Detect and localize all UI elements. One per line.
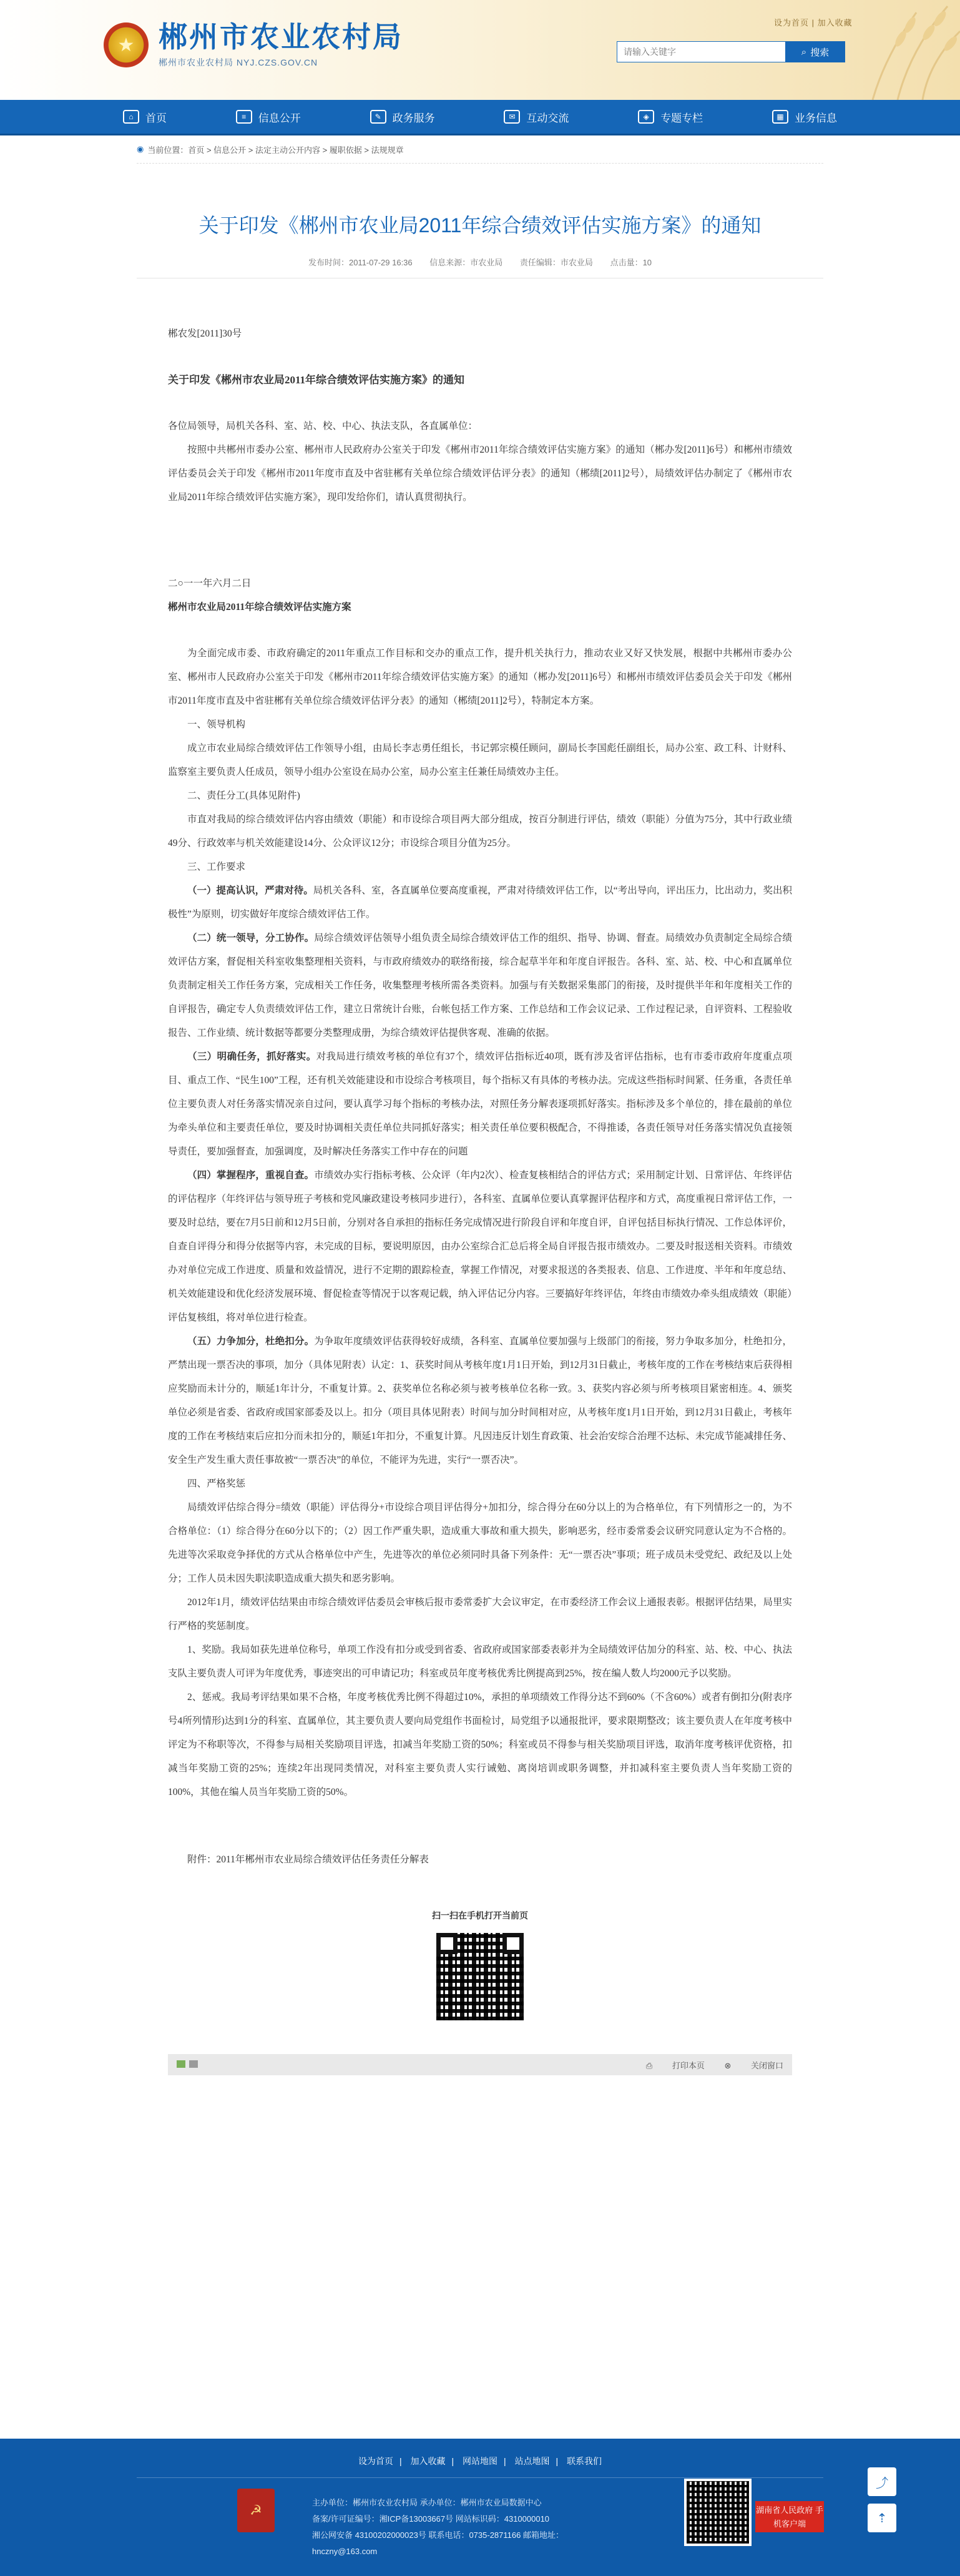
article-meta	[137, 256, 823, 278]
requirement-text: 局综合绩效评估领导小组负责全局综合绩效评估工作的组织、指导、协调、督查。局绩效办负责制定全局综合绩效评估方案，督促相关科室收集整理相关资料，与市政府绩效办的联络衔接，综合起草半年和年度自评报告。各科、室、站、校、中心和直属单位负责制定相关工作任务方案，完成相关工作任务，收集整理考核所需各类资料。加强与有关数据采集部门的衔接，及时提供半年和年度相关工作的自评报告，确定专人负责绩效评估工作，建立日常统计台账，台帐包括工作方案、工作总结和工作会议记录、工作过程记录，自评资料、工程验收报告、工作业绩、统计数据等都要分类整理成册，为综合绩效评估提供客观、准确的依据。	[168, 933, 792, 1038]
site-title: 郴州市农业农村局	[159, 21, 403, 53]
qr-share	[137, 1909, 823, 2023]
grid-icon: ▦	[772, 110, 788, 124]
requirement-item	[168, 1045, 792, 1164]
paragraph: 2、惩戒。我局考评结果如果不合格，年度考核优秀比例不得超过10%，承担的单项绩效工作得分达不到60%（不含60%）或者有倒扣分(附表序号4所列情形)达到1分的科室、直属单位，其主要负责人要向局党组作书面检讨，局党组予以通报批评，要求限期整改；该主要负责人在年度考核中评定为不称职等次，不得参与局相关奖励项目评选，扣减当年奖励工资的50%；科室或员不得参与相关奖励项目评选，取消年度考核评优资格，扣减当年奖励工资的25%；连续2年出现同类情况，对科室主要负责人实行诫勉、离岗培训或职务调整，并扣减科室主要负责人当年奖励工资的100%，其他在编人员当年奖励工资的50%。	[168, 1692, 792, 1797]
nav-item-label: 首页	[145, 112, 167, 124]
site-logo[interactable]	[104, 21, 403, 69]
article-title: 关于印发《郴州市农业局2011年综合绩效评估实施方案》的通知	[198, 214, 762, 237]
footer-line: 湘公网安备 43100202000023号 联系电话：0735-2871166 邮箱地址：	[312, 2530, 564, 2540]
nav-item-label: 专题专栏	[660, 112, 703, 124]
share-icon[interactable]	[189, 2060, 198, 2068]
requirement-item	[168, 879, 792, 927]
paragraph: 为全面完成市委、市政府确定的2011年重点工作目标和交办的重点工作，提升机关执行力，推动农业又好又快发展，根据中共郴州市委办公室、郴州市人民政府办公室关于印发《郴州市2011年综合绩效评估实施方案》的通知（郴办发[2011]6号）和郴州市绩效评估委员会关于印发《郴州市2011年度市直及中省驻郴有关单位综合绩效评估评分表》的通知（郴绩[2011]2号），特制定本方案。	[168, 648, 792, 706]
paragraph: 2012年1月，绩效评估结果由市综合绩效评估委员会审核后报市委常委扩大会议审定，在市委经济工作会议上通报表彰。根据评估结果，局里实行严格的奖惩制度。	[168, 1597, 792, 1631]
section-heading: 三、工作要求	[187, 862, 246, 872]
nav-item-services[interactable]	[359, 100, 446, 134]
requirement-item	[168, 927, 792, 1045]
footer-line: 备案/许可证编号：湘ICP备13003667号 网站标识码：4310000010	[312, 2514, 550, 2524]
requirement-lead: （五）力争加分，杜绝扣分。	[187, 1336, 315, 1347]
back-to-top-icon[interactable]: ⇡	[868, 2504, 896, 2532]
breadcrumb-text[interactable]: 当前位置：首页 > 信息公开 > 法定主动公开内容 > 履职依据 > 法规规章	[147, 145, 404, 155]
footer-line: 主办单位：郴州市农业农村局 承办单位：郴州市农业局数据中心	[312, 2498, 542, 2507]
document-icon: ≡	[236, 110, 252, 124]
requirement-item	[168, 1330, 792, 1472]
share-float-icon[interactable]: ⤴	[868, 2467, 896, 2496]
footer-email[interactable]: hnczny@163.com	[312, 2547, 378, 2556]
requirement-lead: （二）统一领导，分工协作。	[187, 933, 315, 943]
nav-item-topics[interactable]	[627, 100, 714, 134]
addressee: 各位局领导，局机关各科、室、站、校、中心、执法支队，各直属单位：	[168, 421, 478, 431]
nav-item-label: 业务信息	[794, 112, 837, 124]
footer-link[interactable]: 联系我们	[567, 2456, 602, 2466]
info-source: 信息来源：市农业局	[429, 258, 503, 267]
section-heading: 四、严格奖惩	[187, 1478, 246, 1489]
paragraph: 局绩效评估综合得分=绩效（职能）评估得分+市设综合项目评估得分+加扣分，综合得分在60分以上的为合格单位，有下列情形之一的，为不合格单位：（1）综合得分在60分以下的；（2）因工作严重失职，造成重大事故和重大损失，影响恶劣，经市委常委会议研究同意认定为不合格的。先进等次采取竞争择优的方式从合格单位中产生，先进等次的单位必须同时具备下列条件：无“一票否决”事项；班子成员未受党纪、政纪及以上处分；工作人员未因失职渎职造成重大损失和恶劣影响。	[168, 1502, 792, 1584]
article-body	[168, 322, 792, 1872]
paragraph: 成立市农业局综合绩效评估工作领导小组，由局长李志勇任组长，书记郭宗模任顾问，副局长李国彪任副组长，局办公室、政工科、计财科、监察室主要负责人任成员，领导小组办公室设在局办公室，局办公室主任兼任局绩效办主任。	[168, 743, 792, 777]
nav-item-home[interactable]	[112, 100, 178, 134]
responsible-editor: 责任编辑：市农业局	[519, 258, 593, 267]
home-icon: ⌂	[123, 110, 139, 124]
requirement-text: 对我局进行绩效考核的单位有37个，绩效评估指标近40项，既有涉及省评估指标，也有市委市政府年度重点项目、重点工作、“民生100”工程，还有机关效能建设和市设综合考核项目，每个指标又有具体的考核办法。完成这些指标时间紧、任务重，各责任单位主要负责人对任务落实情况亲自过问，要认真学习每个指标的考核办法，对照任务分解表逐项抓好落实。指标涉及多个单位的，排在最前的单位为牵头单位和主要责任单位，要及时协调相关责任单位共同抓好落实；相关责任单位要积极配合，不得推诿，各责任领导对任务落实情况负直接领导责任，要加强督查，加强调度，及时解决任务落实工作中存在的问题	[168, 1051, 792, 1157]
requirement-lead: （四）掌握程序，重视自查。	[187, 1170, 315, 1181]
requirement-text: 为争取年度绩效评估获得较好成绩，各科室、直属单位要加强与上级部门的衔接，努力争取多加分，杜绝扣分，严禁出现一票否决的事项，加分（具体见附表）认定：1、获奖时间从考核年度1月1日开始，到12月31日截止，考核年度的工作在考核结束后获得相应奖励而未计分的，顺延1年计分，不重复计算。2、获奖单位名称必须与被考核单位名称一致。3、获奖内容必须与所考核项目紧密相连。4、颁奖单位必须是省委、省政府或国家部委及以上。扣分（项目具体见附表）时间与加分时间相对应，从考核年度1月1日开始，到12月31日截止，考核年度的工作在考核结束后应扣分而未扣分的，顺延1年扣分，不重复计算。凡因违反计划生育政策、社会治安综合治理不达标、未完成节能减排任务、安全生产发生重大责任事故被“一票否决”的单位，不能评为先进，实行“一票否决”。	[168, 1336, 792, 1465]
article	[137, 164, 823, 2075]
pen-icon: ✎	[370, 110, 386, 124]
site-header	[0, 0, 960, 100]
main-nav	[0, 100, 960, 135]
paragraph: 市直对我局的综合绩效评估内容由绩效（职能）和市设综合项目两大部分组成，按百分制进行评估，绩效（职能）分值为75分，其中行政业绩49分、行政效率与机关效能建设14分、公众评议12分；市设综合项目分值为25分。	[168, 814, 792, 848]
footer-qr-code-icon	[684, 2479, 752, 2546]
share-icons[interactable]	[177, 2060, 202, 2070]
qr-caption: 扫一扫在手机打开当前页	[432, 1910, 528, 1920]
document-number: 郴农发[2011]30号	[168, 328, 242, 339]
requirement-item	[168, 1164, 792, 1330]
paragraph: 按照中共郴州市委办公室、郴州市人民政府办公室关于印发《郴州市2011年综合绩效评估实施方案》的通知（郴办发[2011]6号）和郴州市绩效评估委员会关于印发《郴州市2011年度市直及中省驻郴有关单位综合绩效评估评分表》的通知（郴绩[2011]2号），局绩效评估办制定了《郴州市农业局2011年综合绩效评估实施方案》，现印发给你们，请认真贯彻执行。	[168, 445, 792, 503]
article-tools	[168, 2054, 792, 2075]
section-heading: 二、责任分工(具体见附件)	[187, 790, 300, 801]
notice-title: 关于印发《郴州市农业局2011年综合绩效评估实施方案》的通知	[168, 374, 465, 386]
nav-item-business[interactable]	[761, 100, 848, 134]
footer	[0, 2439, 960, 2576]
top-links[interactable]: 设为首页 | 加入收藏	[774, 18, 853, 27]
plan-title: 郴州市农业局2011年综合绩效评估实施方案	[168, 602, 351, 612]
search-button-label: 搜索	[810, 47, 830, 58]
footer-link[interactable]: 站点地图	[514, 2456, 550, 2466]
search-box	[617, 41, 845, 62]
nav-item-label: 互动交流	[526, 112, 569, 124]
requirement-lead: （三）明确任务，抓好落实。	[187, 1051, 316, 1062]
requirement-lead: （一）提高认识，严肃对待。	[187, 885, 313, 896]
footer-link[interactable]: 设为首页	[358, 2456, 393, 2466]
section-heading: 一、领导机构	[187, 719, 246, 730]
hit-count: 点击量：10	[610, 258, 652, 267]
publish-date: 发布时间：2011-07-29 16:36	[308, 258, 413, 267]
search-button[interactable]	[785, 41, 845, 62]
attachment-link[interactable]: 附件：2011年郴州市农业局综合绩效评估任务责任分解表	[187, 1854, 429, 1865]
layers-icon: ◈	[638, 110, 654, 124]
footer-info	[312, 2495, 564, 2560]
nav-item-label: 信息公开	[258, 112, 301, 124]
footer-link[interactable]: 加入收藏	[410, 2456, 446, 2466]
footer-link[interactable]: 网站地图	[463, 2456, 497, 2466]
search-input[interactable]	[617, 41, 785, 62]
date-sign: 二○一一年六月二日	[168, 578, 252, 589]
share-icon[interactable]	[177, 2060, 185, 2068]
gov-app-badge[interactable]: 湖南省人民政府 手机客户端	[755, 2501, 824, 2532]
location-pin-icon: ◉	[137, 144, 144, 154]
footer-divider	[137, 2477, 823, 2478]
nav-item-interaction[interactable]	[492, 100, 580, 134]
national-emblem-icon: ★	[104, 22, 149, 67]
nav-item-info[interactable]	[225, 100, 312, 134]
close-window-button[interactable]: ⊗ 关闭窗口	[724, 2060, 783, 2070]
requirement-text: 局机关各科、室，各直属单位要高度重视，严肃对待绩效评估工作，以“考出导向，评出压力，比出动力，奖出积极性”为原则，切实做好年度综合绩效评估工作。	[168, 885, 792, 920]
party-emblem-icon[interactable]: ☭	[237, 2489, 275, 2532]
chat-icon: ✉	[504, 110, 520, 124]
footer-links: 设为首页 | 加入收藏 | 网站地图 | 站点地图 | 联系我们	[358, 2456, 602, 2466]
requirement-text: 市绩效办实行指标考核、公众评（年内2次）、检查复核相结合的评估方式；采用制定计划、日常评估、年终评估的评估程序（年终评估与领导班子考核和党风廉政建设考核同步进行），各科室、直属单位要认真掌握评估程序和方式，高度重视日常评估工作，一要及时总结，要在7月5日前和12月5日前，分别对各自承担的指标任务完成情况进行阶段自评和年度自评，自评包括目标执行情况、工作总体评价，自查自评得分和得分依据等内容，未完成的目标，要说明原因，由办公室综合汇总后将全局自评报告报市绩效办。二要及时报送相关资料。市绩效办对单位完成工作进度、质量和效益情况，进行不定期的跟踪检查，掌握工作情况，对要求报送的各类报表、信息、工作进度、半年和年度总结、机关效能建设和优化经济发展环境、督促检查等情况于以客观记载，纳入评估记分内容。三要搞好年终评估，年终由市绩效办牵头组成绩效（职能）评估复核组，将对单位进行检查。	[168, 1170, 792, 1323]
site-subtitle: 郴州市农业农村局 NYJ.CZS.GOV.CN	[159, 57, 318, 67]
breadcrumb	[137, 135, 823, 164]
print-label: 打印本页	[672, 2060, 705, 2070]
qr-code-icon	[434, 1930, 526, 2023]
close-label: 关闭窗口	[750, 2060, 783, 2070]
paragraph: 1、奖励。我局如获先进单位称号，单项工作没有扣分或受到省委、省政府或国家部委表彰并为全局绩效评估加分的科室、站、校、中心、执法支队主要负责人可评为年度优秀，事迹突出的可申请记功；科室或员年度考核优秀比例提高到25%，按在编人数人均2000元予以奖励。	[168, 1644, 792, 1679]
print-button[interactable]: ⎙ 打印本页	[645, 2060, 705, 2070]
search-icon: ⌕	[801, 46, 807, 57]
nav-item-label: 政务服务	[392, 112, 435, 124]
